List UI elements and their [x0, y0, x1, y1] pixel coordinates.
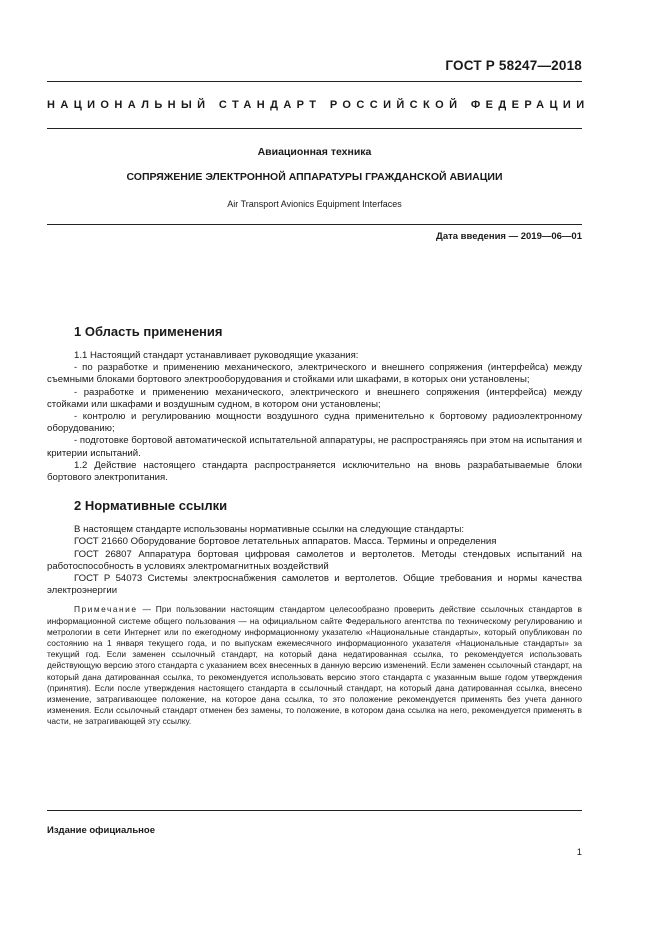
paragraph: ГОСТ 26807 Аппаратура бортовая цифровая самолетов и вертолетов. Методы стендовых испытаний на работоспособность в условиях электромагнитных воздействий — [47, 548, 582, 572]
section-2-text — [47, 524, 582, 727]
paragraph: - контролю и регулированию мощности воздушного судна применительно к бортовому радиоэлектронному оборудованию; — [47, 411, 582, 435]
section-1-heading: 1 Область применения — [74, 324, 223, 339]
banner-rule — [47, 128, 582, 129]
paragraph: - по разработке и применению механического, электрического и внешнего сопряжения (интерфейса) между съемными блоками бортового электрооборудования и стойками или шкафами, в которых они установлены; — [47, 362, 582, 386]
paragraph: ГОСТ Р 54073 Системы электроснабжения самолетов и вертолетов. Общие требования и нормы качества электроэнергии — [47, 573, 582, 597]
document-title: СОПРЯЖЕНИЕ ЭЛЕКТРОННОЙ АППАРАТУРЫ ГРАЖДАНСКОЙ АВИАЦИИ — [126, 171, 503, 183]
section-1-text — [47, 350, 582, 484]
paragraph: - разработке и применению механического, электрического и внешнего сопряжения (интерфейса) между стойками или шкафами и воздушным судном, в котором они установлены; — [47, 386, 582, 410]
official-edition-label: Издание официальное — [47, 825, 155, 836]
page-number: 1 — [576, 847, 582, 858]
footer-rule — [47, 810, 582, 811]
note-text: — При пользовании настоящим стандартом целесообразно проверить действие ссылочных стандартов в информационной системе общего пользования — на официальном сайте Федерального агентства по техническому регулированию и метрологии в сети Интернет или по ежегодному информационному указателю «Национальные стандарты», который опубликован по состоянию на 1 января текущего года, и по выпускам ежемесячного информационного указателя «Национальные стандарты» за текущий год. Если заменен ссылочный стандарт, на который дана недатированная ссылка, то рекомендуется использовать действующую версию этого стандарта с указанием всех внесенных в данную версию изменений. Если заменен ссылочный стандарт, на который дана датированная ссылка, то рекомендуется использовать версию этого стандарта с указанным выше годом утверждения (принятия). Если после утверждения настоящего стандарта в ссылочный стандарт, на который дана датированная ссылка, внесено изменение, затрагивающее положение, на которое дана ссылка, то это положение рекомендуется применять без учета данного изменения. Если ссылочный стандарт отменен без замены, то положение, в котором дана ссылка на него, рекомендуется применять в части, не затрагивающей эту ссылку. — [47, 604, 582, 727]
national-standard-banner: НАЦИОНАЛЬНЫЙ СТАНДАРТ РОССИЙСКОЙ ФЕДЕРАЦИИ — [47, 99, 590, 111]
note-block — [47, 604, 582, 727]
paragraph: ГОСТ 21660 Оборудование бортовое летательных аппаратов. Масса. Термины и определения — [74, 536, 497, 548]
header-rule — [47, 81, 582, 82]
document-code: ГОСТ Р 58247—2018 — [445, 58, 582, 73]
note-paragraph — [47, 604, 582, 727]
paragraph: 1.2 Действие настоящего стандарта распространяется исключительно на вновь разрабатываемые блоки бортового электропитания. — [47, 459, 582, 484]
subject-area: Авиационная техника — [257, 146, 372, 158]
note-label: Примечание — [74, 604, 138, 615]
paragraph: 1.1 Настоящий стандарт устанавливает руководящие указания: — [74, 350, 359, 361]
title-rule — [47, 224, 582, 225]
introduction-date: Дата введения — 2019—06—01 — [436, 231, 582, 242]
english-title: Air Transport Avionics Equipment Interfaces — [227, 199, 402, 209]
section-2-heading: 2 Нормативные ссылки — [74, 498, 228, 514]
paragraph: В настоящем стандарте использованы нормативные ссылки на следующие стандарты: — [74, 524, 465, 536]
document-body — [47, 324, 582, 728]
paragraph: - подготовке бортовой автоматической испытательной аппаратуры, не распространяясь при этом на испытания и критерии испытаний. — [47, 435, 582, 459]
